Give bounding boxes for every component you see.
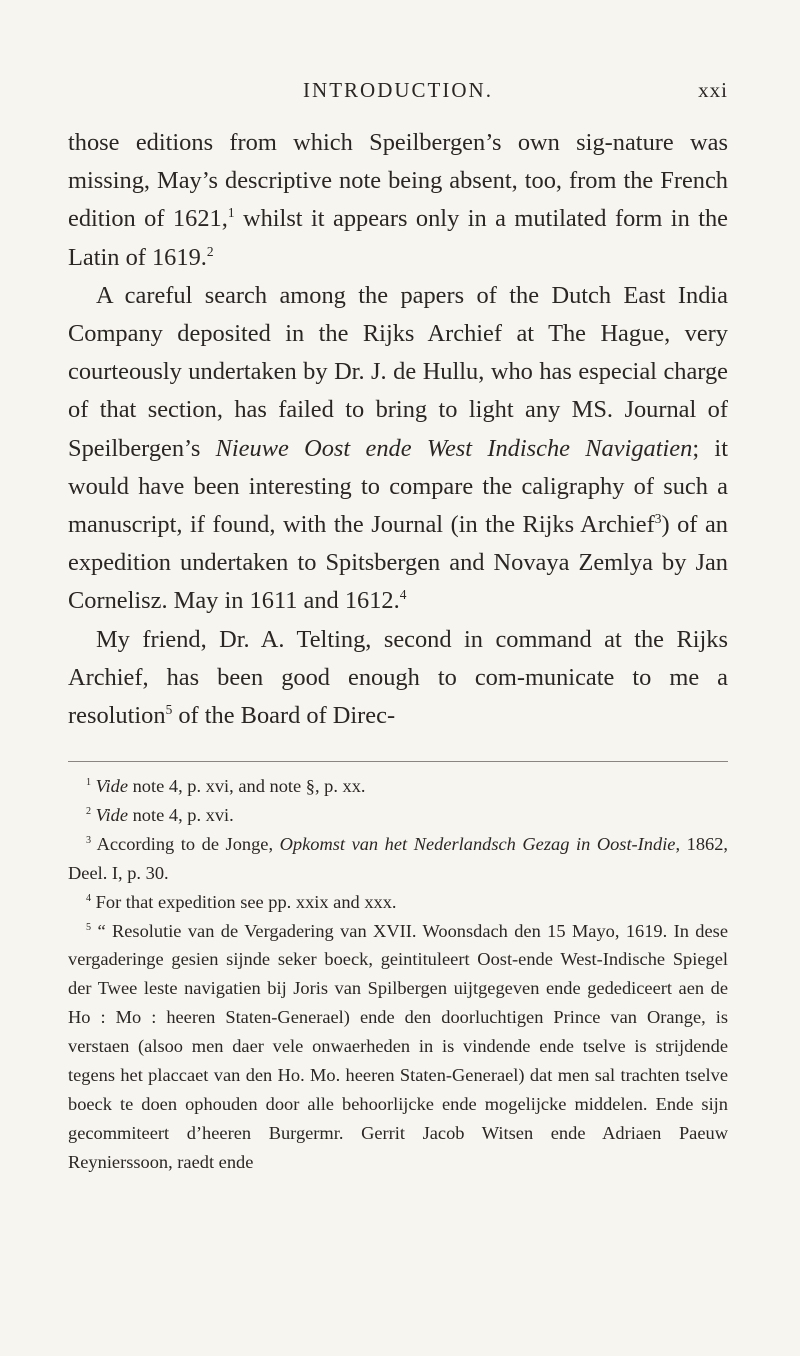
text-run: , 1862, Deel. I, p. 30.: [68, 833, 729, 883]
footnotes: [68, 772, 728, 1177]
text-run: note 4, p. xvi.: [128, 804, 234, 825]
running-title: INTRODUCTION.: [303, 78, 493, 102]
text-run: ; it would have been interesting to compare the caligraphy of such a manuscript, if found, with the Journal (in the Rijks Archief: [68, 434, 728, 539]
footnote-marker: 3: [654, 510, 662, 526]
text-run: whilst it appears only in a mutilated form in the Latin of 1619.: [68, 205, 728, 271]
running-head: [68, 76, 728, 108]
paragraph: [68, 277, 728, 621]
footnote: [68, 917, 728, 1177]
footnote-marker: 2: [86, 805, 92, 817]
text-run: note 4, p. xvi, and note §, p. xx.: [128, 776, 366, 796]
paragraph: [68, 621, 728, 736]
italic-text: Vide: [95, 804, 129, 825]
footnote-marker: 5: [165, 701, 173, 717]
footnote-marker: 1: [86, 776, 92, 788]
footnote-marker: 5: [86, 921, 92, 933]
footnote-marker: 2: [206, 243, 214, 259]
text-run: of the Board of Direc-: [172, 702, 396, 730]
text-run: My friend, Dr. A. Telting, second in command at the Rijks Archief, has been good enough to com-municate to me a resolution: [68, 625, 728, 730]
footnote: [68, 801, 728, 830]
text-run: For that expedition see pp. xxix and xxx.: [91, 891, 397, 912]
footnote-marker: 1: [227, 205, 235, 221]
footnote: [68, 772, 728, 801]
text-run: According to de Jonge,: [91, 833, 280, 854]
footnote: [68, 888, 728, 917]
italic-text: Vide: [95, 776, 129, 796]
italic-text: Opkomst van het Nederlandsch Gezag in Oost-Indie: [279, 833, 676, 854]
italic-text: Nieuwe Oost ende West Indische Navigatien: [215, 434, 693, 462]
text-run: A careful search among the papers of the Dutch East India Company deposited in the Rijks Archief at The Hague, very courteously undertaken by Dr. J. de Hullu, who has especial charge of that section, has failed to bring to light any MS. Journal of Speilbergen’s: [68, 281, 728, 462]
footnote-marker: 3: [86, 834, 92, 846]
text-run: those editions from which Speilbergen’s own sig-nature was missing, May’s descriptive note being absent, too, from the French edition of 1621,: [68, 129, 728, 233]
text-run: “ Resolutie van de Vergadering van XVII. Woonsdach den 15 Mayo, 1619. In dese vergaderinge gesien sijnde seker boeck, geintituleert Oost-ende West-Indische Spiegel der Twee leste navigatien bij Joris van Spilbergen uijtgegeven ende gedediceert aen de Ho : Mo : heeren Staten-Generael) ende den doorluchtigen Prince van Orange, is verstaen (alsoo men daer vele onwaerheden in is vindende ende tselve is strijdende tegens het placcaet van den Ho. Mo. heeren Staten-Generael) dat men sal trachten tselve boeck te doen ophouden door alle behoorlijcke ende mogelijcke middelen. Ende sijn gecommiteert d’heeren Burgermr. Gerrit Jacob Witsen ende Adriaen Paeuw Reynierssoon, raedt ende: [68, 920, 728, 1172]
footnote-rule: [68, 761, 728, 762]
text-run: ) of an expedition undertaken to Spitsbergen and Novaya Zemlya by Jan Cornelisz. May in 1611 and 1612.: [68, 511, 728, 615]
paragraph: [68, 124, 728, 277]
page-number: xxi: [698, 78, 728, 102]
footnote-marker: 4: [399, 587, 407, 603]
footnote-marker: 4: [86, 892, 92, 904]
footnote: [68, 830, 728, 888]
body-text: [68, 124, 728, 735]
